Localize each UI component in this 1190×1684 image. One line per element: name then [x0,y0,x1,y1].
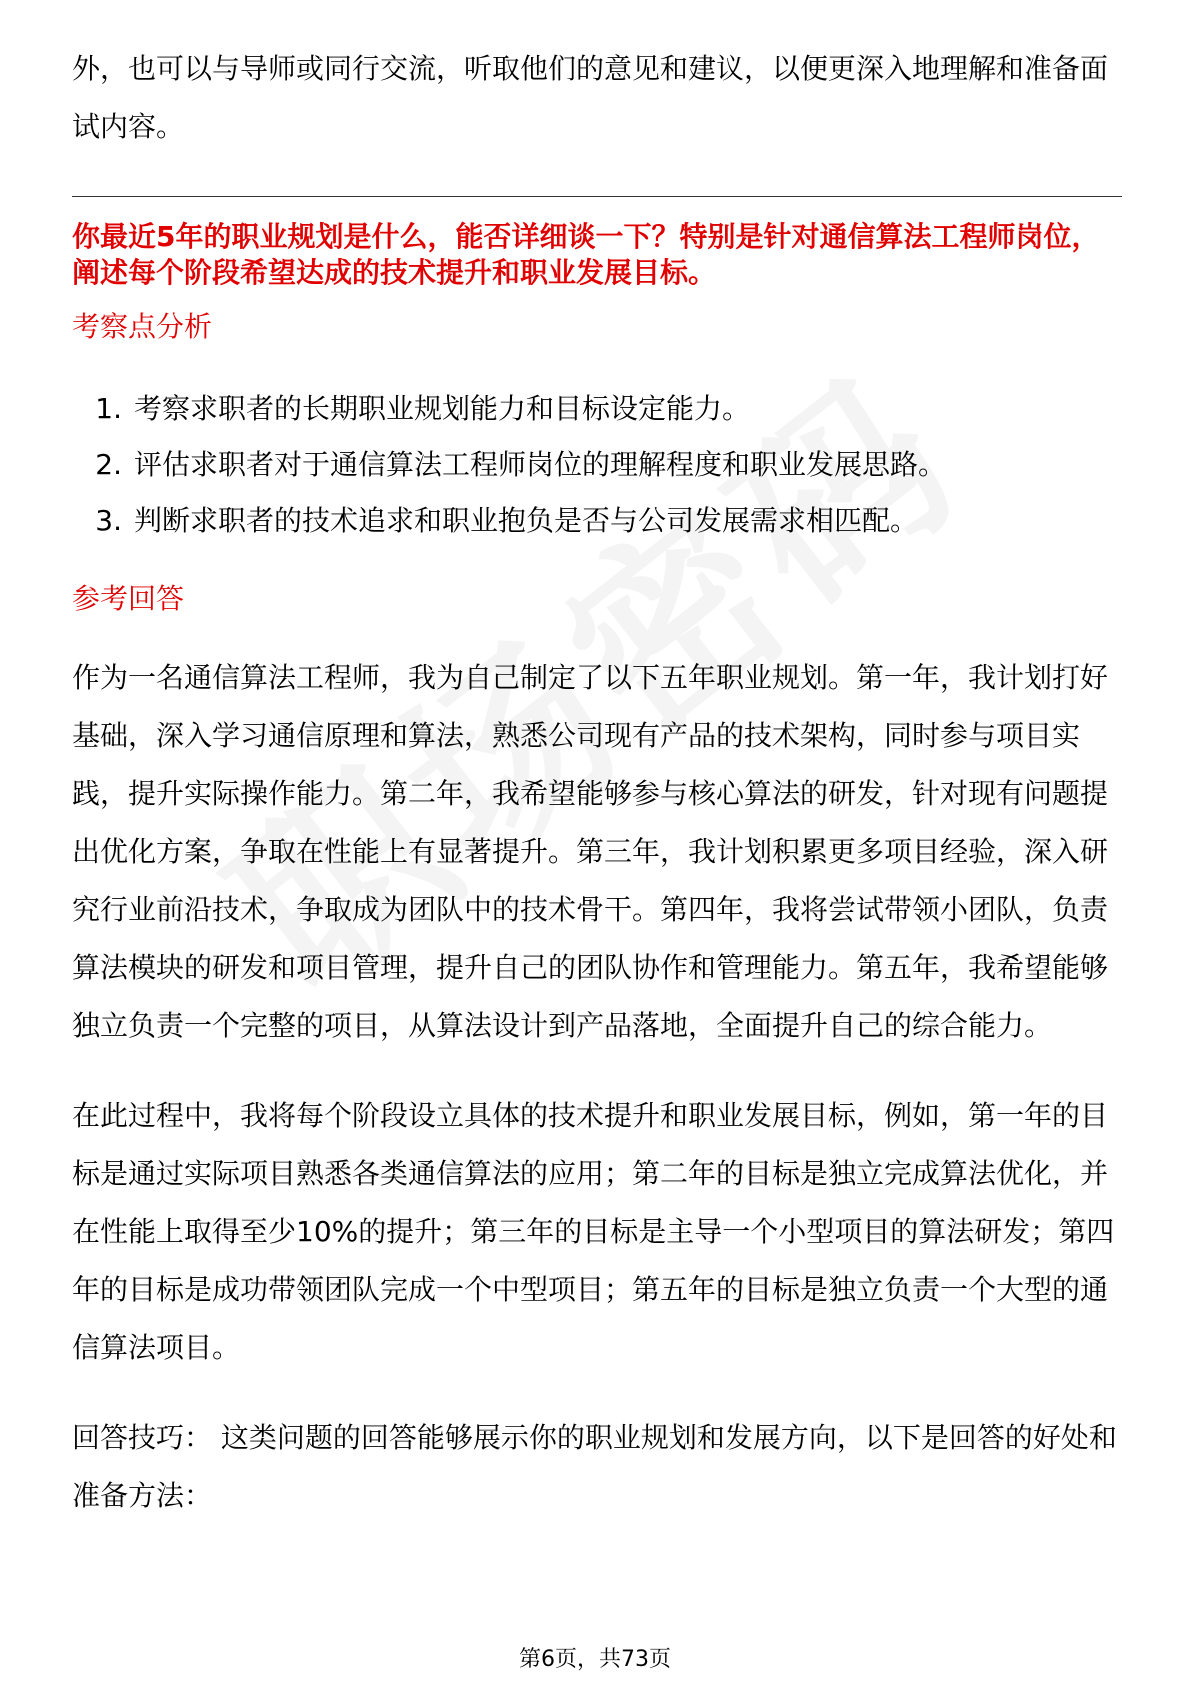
list-item-text: 考察求职者的长期职业规划能力和目标设定能力。 [134,392,751,425]
list-item-text: 判断求职者的技术追求和职业抱负是否与公司发展需求相匹配。 [134,504,919,537]
interview-question: 你最近5年的职业规划是什么，能否详细谈一下？特别是针对通信算法工程师岗位，阐述每个阶段希望达成的技术提升和职业发展目标。 [72,220,1100,289]
analysis-list [72,381,1122,549]
list-item [72,493,1122,549]
answer-tips: 回答技巧： 这类问题的回答能够展示你的职业规划和发展方向，以下是回答的好处和准备方法： [72,1421,1117,1512]
list-item [72,381,1122,437]
page-number: 第6页，共73页 [519,1647,671,1672]
intro-paragraph: 外，也可以与导师或同行交流，听取他们的意见和建议，以便更深入地理解和准备面试内容。 [72,52,1109,143]
list-item-number: 3. [95,504,122,537]
list-item-number: 2. [95,448,122,481]
document-page [72,40,1122,1525]
analysis-heading: 考察点分析 [72,310,213,343]
list-item-number: 1. [95,392,122,425]
section-divider [72,196,1122,197]
list-item [72,437,1122,493]
list-item-text: 评估求职者对于通信算法工程师岗位的理解程度和职业发展思路。 [134,448,947,481]
reference-paragraph-2: 在此过程中，我将每个阶段设立具体的技术提升和职业发展目标，例如，第一年的目标是通过实际项目熟悉各类通信算法的应用；第二年的目标是独立完成算法优化，并在性能上取得至少10%的提升；第三年的目标是主导一个小型项目的算法研发；第四年的目标是成功带领团队完成一个中型项目；第五年的目标是独立负责一个大型的通信算法项目。 [72,1099,1115,1364]
reference-heading: 参考回答 [72,582,185,615]
reference-paragraph-1: 作为一名通信算法工程师，我为自己制定了以下五年职业规划。第一年，我计划打好基础，深入学习通信原理和算法，熟悉公司现有产品的技术架构，同时参与项目实践，提升实际操作能力。第二年，我希望能够参与核心算法的研发，针对现有问题提出优化方案，争取在性能上有显著提升。第三年，我计划积累更多项目经验，深入研究行业前沿技术，争取成为团队中的技术骨干。第四年，我将尝试带领小团队，负责算法模块的研发和项目管理，提升自己的团队协作和管理能力。第五年，我希望能够独立负责一个完整的项目，从算法设计到产品落地，全面提升自己的综合能力。 [72,661,1109,1042]
